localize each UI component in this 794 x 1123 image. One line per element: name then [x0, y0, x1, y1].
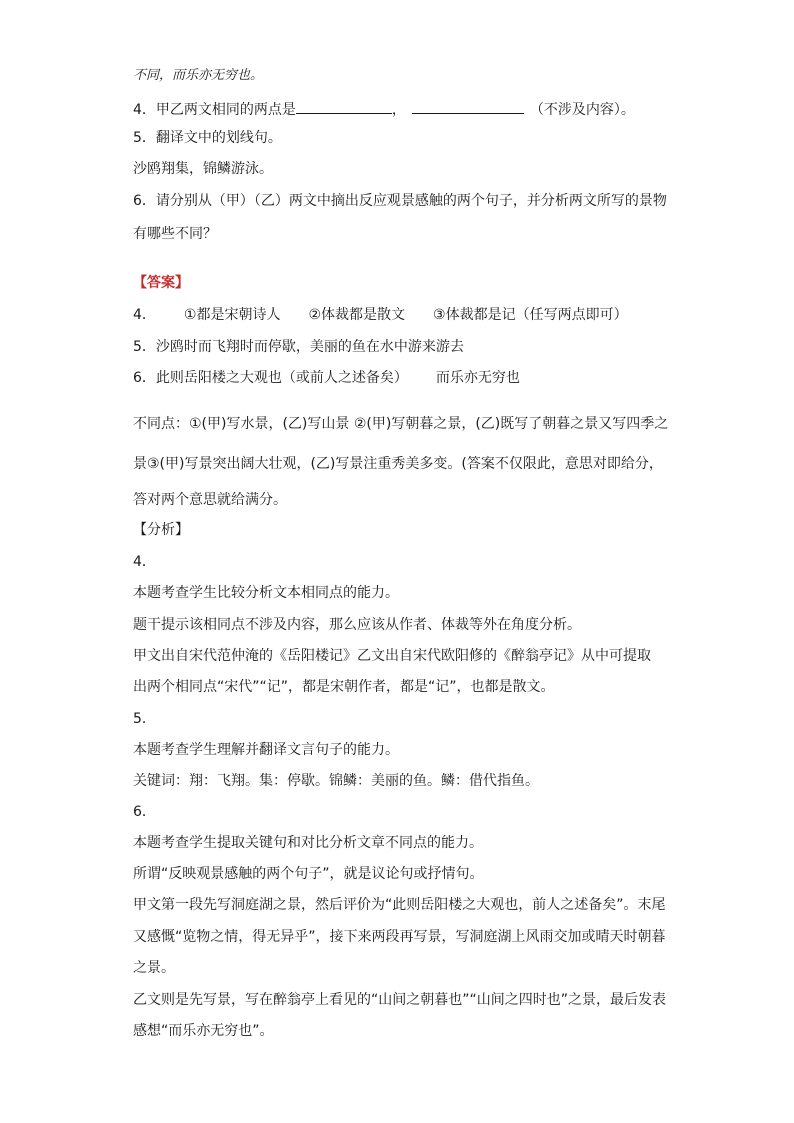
analysis-6-line-1: 本题考查学生提取关键句和对比分析文章不同点的能力。 [133, 835, 483, 851]
analysis-5-line-1: 本题考查学生理解并翻译文言句子的能力。 [133, 742, 399, 758]
question-4-suffix: （不涉及内容）。 [529, 102, 635, 118]
analysis-6-number: 6． [133, 804, 156, 820]
differences-line-1: 不同点：①(甲)写水景，(乙)写山景 ②(甲)写朝暮之景，(乙)既写了朝暮之景又写四季之 [133, 416, 669, 432]
answer-4-point-2: ②体裁都是散文 [308, 307, 406, 323]
analysis-4-line-1: 本题考查学生比较分析文本相同点的能力。 [133, 585, 399, 601]
analysis-5-line-2: 关键词：翔：飞翔。集：停歇。锦鳞：美丽的鱼。鳞：借代指鱼。 [133, 773, 539, 789]
answer-4 [133, 305, 628, 325]
answer-4-point-1: ①都是宋朝诗人 [183, 307, 281, 323]
differences-line-2: 景③(甲)写景突出阔大壮观，(乙)写景注重秀美多变。(答案不仅限此，意思对即给分， [133, 456, 663, 472]
question-4-prefix: 4．甲乙两文相同的两点是 [133, 102, 296, 118]
analysis-6-line-4: 又感慨“览物之情，得无异乎”，接下来两段再写景，写洞庭湖上风雨交加或晴天时朝暮 [133, 929, 666, 945]
answer-6-part-2: 而乐亦无穷也 [435, 370, 520, 386]
answer-5: 5．沙鸥时而飞翔时而停歇，美丽的鱼在水中游来游去 [133, 339, 464, 355]
answer-4-number: 4． [133, 307, 156, 323]
answer-heading: 【答案】 [133, 275, 189, 291]
question-4 [133, 98, 635, 120]
analysis-heading: 【分析】 [133, 522, 189, 538]
top-fragment: 不同，而乐亦无穷也。 [133, 68, 264, 83]
analysis-4-line-4: 出两个相同点“宋代”“记”，都是宋朝作者，都是“记”，也都是散文。 [133, 679, 555, 695]
question-5: 5．翻译文中的划线句。 [133, 130, 282, 146]
answer-6 [133, 368, 520, 388]
answer-4-point-3: ③体裁都是记（任写两点即可） [433, 307, 628, 323]
analysis-4-line-2: 题干提示该相同点不涉及内容，那么应该从作者、体裁等外在角度分析。 [133, 617, 581, 633]
analysis-5-number: 5． [133, 711, 156, 727]
differences-line-3: 答对两个意思就给满分。 [133, 492, 287, 508]
analysis-6-line-5: 之景。 [133, 960, 175, 976]
question-6-line-2: 有哪些不同？ [133, 226, 217, 242]
question-6-line-1: 6．请分别从（甲）（乙）两文中摘出反应观景感触的两个句子，并分析两文所写的景物 [133, 193, 667, 209]
analysis-4-line-3: 甲文出自宋代范仲淹的《岳阳楼记》乙文出自宋代欧阳修的《醉翁亭记》从中可提取 [133, 648, 651, 664]
analysis-4-number: 4． [133, 554, 156, 570]
answer-blank-2 [412, 98, 524, 114]
analysis-6-line-2: 所谓“反映观景感触的两个句子”，就是议论句或抒情句。 [133, 866, 484, 882]
analysis-6-line-7: 感想“而乐亦无穷也”。 [133, 1023, 274, 1039]
answer-6-part-1: 6．此则岳阳楼之大观也（或前人之述备矣） [133, 370, 408, 386]
analysis-6-line-6: 乙文则是先写景，写在醉翁亭上看见的“山间之朝暮也”“山间之四时也”之景，最后发表 [133, 992, 667, 1008]
answer-blank-1 [296, 98, 392, 114]
question-5-sentence: 沙鸥翔集，锦鳞游泳。 [133, 161, 273, 177]
analysis-6-line-3: 甲文第一段先写洞庭湖之景，然后评价为“此则岳阳楼之大观也，前人之述备矣”。末尾 [133, 897, 666, 913]
question-4-separator: ， [391, 102, 406, 118]
